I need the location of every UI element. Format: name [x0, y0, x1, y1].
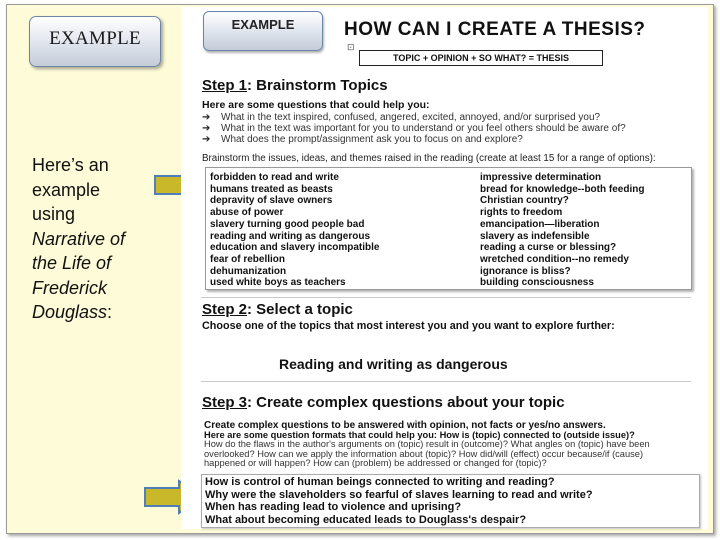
step1-question: What in the text inspired, confused, angered, excited, annoyed, and/or surprised you? [221, 112, 601, 123]
worksheet-example-button[interactable]: EXAMPLE [203, 11, 323, 51]
step2-title: : Select a topic [247, 301, 353, 318]
topic-item: slavery as indefensible [480, 230, 590, 242]
topic-item: building consciousness [480, 277, 594, 289]
chosen-topic: Reading and writing as dangerous [279, 356, 508, 372]
intro-line: example [32, 179, 101, 200]
step1-instruction: Brainstorm the issues, ideas, and themes raised in the reading (create at least 15 for a range of options): [202, 153, 656, 164]
topic-item: rights to freedom [480, 207, 563, 219]
section-divider [201, 297, 691, 298]
complex-question: Why were the slaveholders so fearful of slaves learning to read and write? [205, 488, 593, 501]
step3-line: happened or will happen? How can (problem) be addressed or changed for (topic)? [204, 458, 547, 469]
complex-question: How is control of human beings connected to writing and reading? [205, 476, 555, 488]
colon: : [107, 302, 113, 322]
step1-title: : Brainstorm Topics [247, 77, 388, 94]
step3-heading [202, 394, 565, 411]
complex-question: When has reading lead to violence and uprising? [205, 501, 462, 513]
topic-item: wretched condition--no remedy [480, 253, 629, 265]
step3-number: Step 3 [202, 394, 248, 411]
topic-item: forbidden to read and write [210, 172, 339, 183]
bullet-arrow-icon: ➔ [202, 123, 211, 134]
topic-item: humans treated as beasts [210, 183, 333, 195]
example-label-button[interactable]: EXAMPLE [29, 16, 161, 67]
step1-question: What in the text was important for you to understand or you feel others should be aware of? [221, 123, 626, 134]
section-divider [201, 381, 691, 382]
topic-item: dehumanization [210, 265, 287, 277]
topic-item: fear of rebellion [210, 253, 286, 265]
bullet-arrow-icon: ➔ [202, 134, 211, 145]
topic-item: ignorance is bliss? [480, 265, 571, 277]
step3-line: overlooked? How can we apply the information about (topic)? How did/will (effect) occur because/if (cause) [204, 448, 644, 459]
complex-question: What about becoming educated leads to Douglass's despair? [205, 513, 527, 526]
thesis-worksheet [181, 7, 708, 529]
topic-item: depravity of slave owners [210, 195, 333, 207]
topic-item: used white boys as teachers [210, 277, 346, 289]
topic-item: reading and writing as dangerous [210, 230, 371, 242]
step3-title: : Create complex questions about your topic [247, 394, 565, 411]
book-title-line: Douglass [32, 302, 108, 322]
thesis-formula: TOPIC + OPINION + SO WHAT? = THESIS [359, 50, 603, 66]
book-title-line: Narrative of [32, 228, 126, 249]
step1-intro: Here are some questions that could help you: [202, 99, 430, 111]
step3-guidance [204, 421, 704, 469]
step2-instruction: Choose one of the topics that most interest you and you want to explore further: [202, 320, 615, 332]
worksheet-title: HOW CAN I CREATE A THESIS? [344, 19, 646, 40]
complex-questions-box [201, 474, 700, 528]
topic-item: slavery turning good people bad [210, 218, 365, 230]
book-title-line: the Life of [32, 253, 112, 273]
step1-heading [202, 77, 388, 94]
topic-item: abuse of power [210, 207, 284, 219]
step3-line: Here are some question formats that could help you: How is (topic) connected to (outside issue)? [204, 429, 635, 440]
intro-line: Here’s an [32, 155, 109, 175]
book-title-line: Frederick [32, 277, 108, 298]
step3-line: How do the flaws in the author's arguments on (topic) result in (outcome)? What angles on (topic) have been [204, 439, 650, 450]
step2-number: Step 2 [202, 301, 248, 318]
step2-heading [202, 301, 353, 318]
image-placeholder-icon: ⊡ [347, 42, 355, 52]
topic-item: emancipation—liberation [480, 218, 600, 230]
bullet-arrow-icon: ➔ [202, 112, 211, 123]
topic-list-right [480, 172, 644, 289]
step3-line: Create complex questions to be answered with opinion, not facts or yes/no answers. [204, 420, 606, 431]
topic-item: reading a curse or blessing? [480, 242, 617, 254]
topic-item: Christian country? [480, 195, 569, 207]
step1-number: Step 1 [202, 77, 248, 94]
topic-list-box [205, 167, 692, 290]
step1-question: What does the prompt/assignment ask you to focus on and explore? [221, 134, 523, 145]
topic-list-left [210, 172, 380, 289]
topic-item: education and slavery incompatible [210, 242, 380, 254]
intro-line: using [32, 204, 76, 224]
intro-text [32, 153, 172, 325]
topic-item: impressive determination [480, 172, 602, 183]
topic-item: bread for knowledge--both feeding [480, 183, 645, 195]
